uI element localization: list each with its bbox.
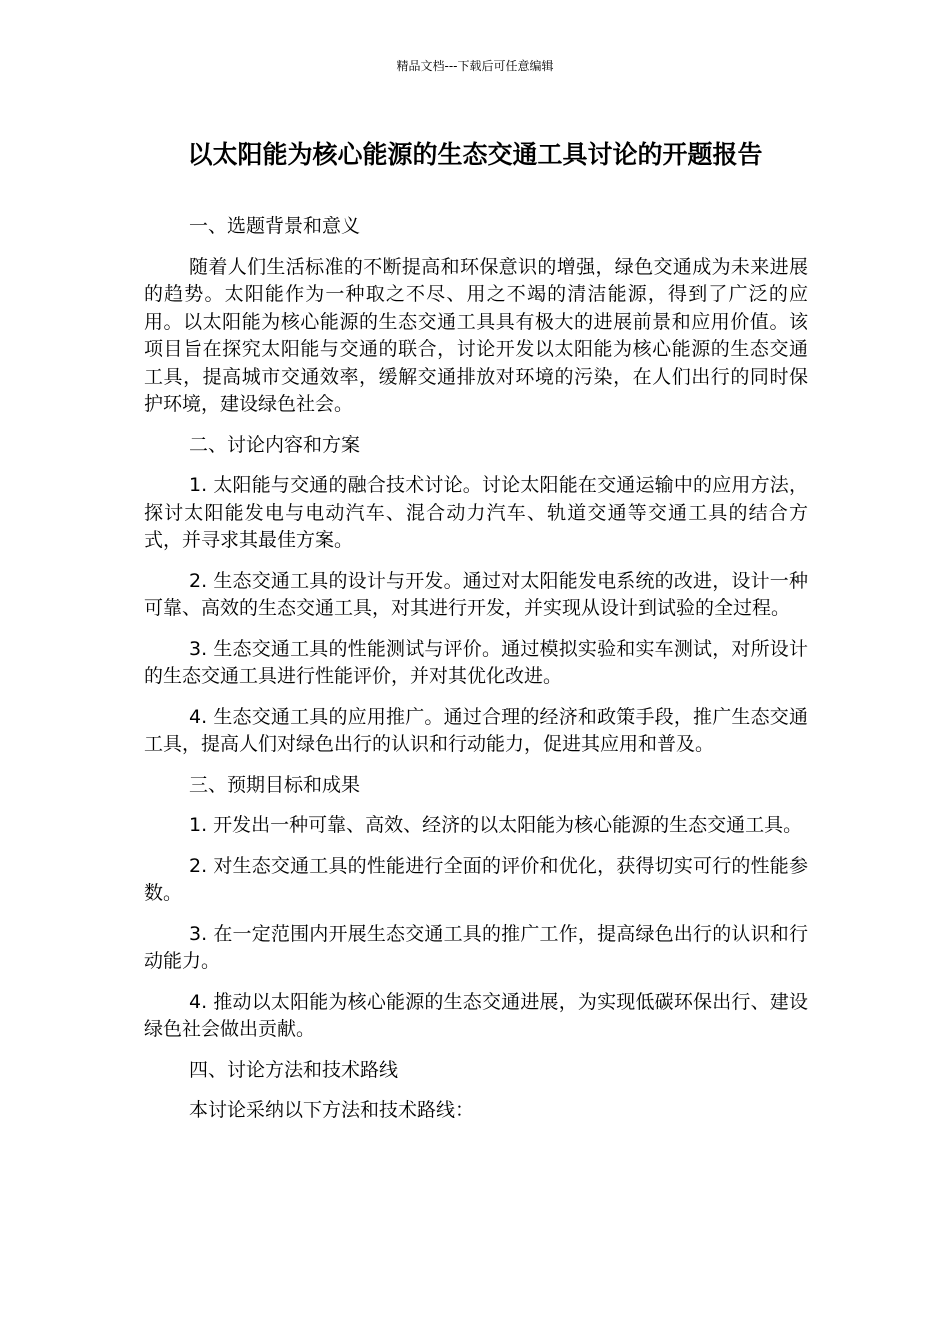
section-heading-background: 一、选题背景和意义 (189, 215, 361, 237)
paragraph-background: 随着人们生活标准的不断提高和环保意识的增强，绿色交通成为未来进展的趋势。太阳能作为一种取之不尽、用之不竭的清洁能源，得到了广泛的应用。以太阳能为核心能源的生态交通工具具有极大的进展前景和应用价值。该项目旨在探究太阳能与交通的联合，讨论开发以太阳能为核心能源的生态交通工具，提高城市交通效率，缓解交通排放对环境的污染，在人们出行的同时保护环境，建设绿色社会。 (144, 255, 808, 415)
list-item-goal-1: 1. 开发出一种可靠、高效、经济的以太阳能为核心能源的生态交通工具。 (189, 814, 803, 836)
paragraph-methods: 本讨论采纳以下方法和技术路线： (189, 1099, 475, 1121)
list-item-plan-2: 2. 生态交通工具的设计与开发。通过对太阳能发电系统的改进，设计一种可靠、高效的生态交通工具，对其进行开发，并实现从设计到试验的全过程。 (144, 569, 808, 619)
section-heading-methods: 四、讨论方法和技术路线 (189, 1058, 399, 1081)
list-item-goal-3: 3. 在一定范围内开展生态交通工具的推广工作，提高绿色出行的认识和行动能力。 (144, 922, 808, 972)
document-title: 以太阳能为核心能源的生态交通工具讨论的开题报告 (187, 140, 763, 169)
section-heading-goals: 三、预期目标和成果 (189, 773, 361, 796)
document-body (144, 213, 808, 1138)
list-item-plan-4: 4. 生态交通工具的应用推广。通过合理的经济和政策手段，推广生态交通工具，提高人们对绿色出行的认识和行动能力，促进其应用和普及。 (144, 705, 808, 755)
list-item-plan-3: 3. 生态交通工具的性能测试与评价。通过模拟实验和实车测试，对所设计的生态交通工具进行性能评价，并对其优化改进。 (144, 637, 808, 687)
section-heading-content-plan: 二、讨论内容和方案 (189, 433, 361, 456)
list-item-goal-2: 2. 对生态交通工具的性能进行全面的评价和优化，获得切实可行的性能参数。 (144, 854, 808, 904)
list-item-plan-1: 1. 太阳能与交通的融合技术讨论。讨论太阳能在交通运输中的应用方法，探讨太阳能发电与电动汽车、混合动力汽车、轨道交通等交通工具的结合方式，并寻求其最佳方案。 (144, 474, 808, 551)
header-note: 精品文档---下载后可任意编辑 (396, 59, 554, 73)
list-item-goal-4: 4. 推动以太阳能为核心能源的生态交通进展，为实现低碳环保出行、建设绿色社会做出贡献。 (144, 990, 808, 1040)
